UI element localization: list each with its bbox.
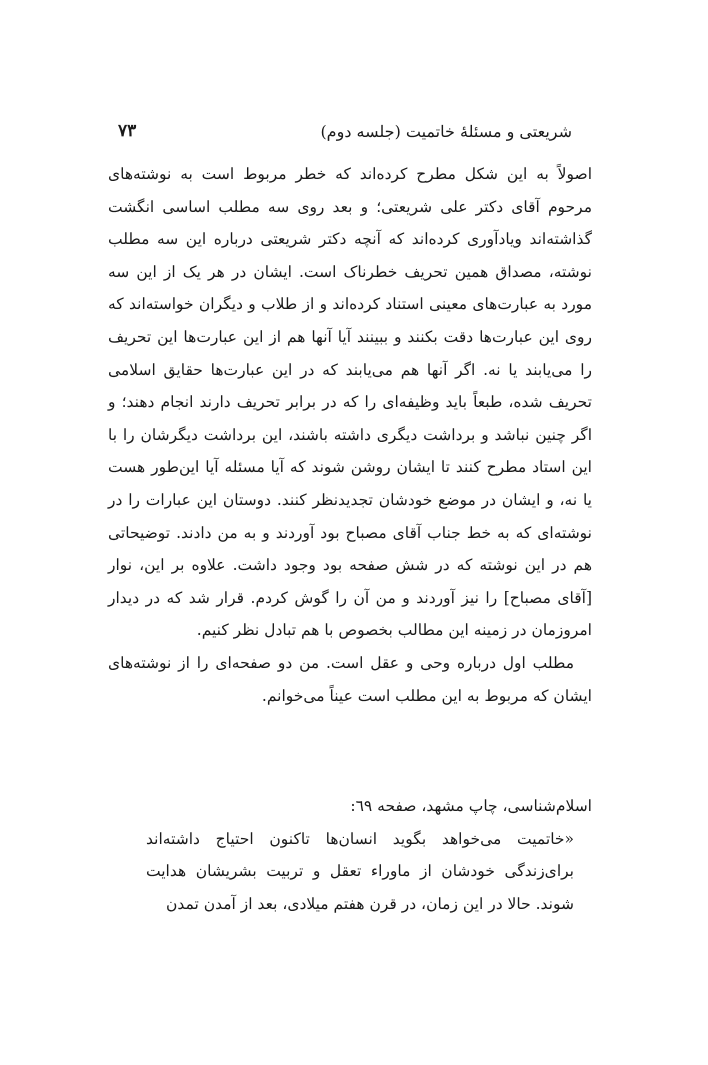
- running-head: [118, 116, 572, 146]
- paragraph-2: مطلب اول درباره وحی و عقل است. من دو صفحه‌ای را از نوشته‌های ایشان که مربوط به این مطلب است عیناً می‌خوانم.: [108, 653, 592, 705]
- citation-block: [108, 790, 592, 920]
- paragraph-1: اصولاً به این شکل مطرح کرده‌اند که خطر مربوط است به نوشته‌های مرحوم آقای دکتر علی شریعتی؛ و بعد روی سه مطلب اساسی انگشت گذاشته‌اند ویادآوری کرده‌اند که آنچه دکتر شریعتی درباره این سه مطلب نوشته، مصداق همین تحریف خطرناک است. ایشان در هر یک از این سه مورد به عبارت‌های معینی استناد کرده‌اند و از طلاب و دیگران خواسته‌اند که روی این عبارت‌ها دقت بکنند و ببینند آیا آنها هم از این عبارت‌ها این تحریف را می‌یابند یا نه. اگر آنها هم می‌یابند که در این عبارت‌ها حقایق اسلامی تحریف شده، طبعاً باید وظیفه‌ای را که در برابر تحریف دارند انجام دهند؛ و اگر چنین نباشد و برداشت دیگری داشته باشند، این برداشت دیگرشان را با این استاد مطرح کنند تا ایشان روشن شوند که آیا مسئله آیا این‌طور هست یا نه، و ایشان در موضع خودشان تجدیدنظر کنند. دوستان این عبارات را در نوشته‌ای که به خط جناب آقای مصباح بود آوردند و به من دادند. توضیحاتی هم در این نوشته که در شش صفحه بود وجود داشت. علاوه بر این، نوار [آقای مصباح] را نیز آوردند و من آن را گوش کردم. قرار شد که در دیدار امروزمان در زمینه این مطالب بخصوص با هم تبادل نظر کنیم.: [108, 165, 592, 640]
- quoted-passage: «خاتمیت می‌خواهد بگوید انسان‌ها تاکنون احتیاج داشته‌اند برای‌زندگی خودشان از ماوراء تعقل و تربیت بشریشان هدایت شوند. حالا در این زمان، در قرن هفتم میلادی، بعد از آمدن تمدن: [146, 829, 574, 913]
- running-title: شریعتی و مسئلۀ خاتمیت (جلسه دوم): [320, 121, 572, 141]
- citation-source: اسلام‌شناسی، چاپ مشهد، صفحه ٦٩:: [350, 797, 592, 815]
- page-number: ۷۳: [118, 121, 137, 141]
- body-text: [108, 158, 592, 712]
